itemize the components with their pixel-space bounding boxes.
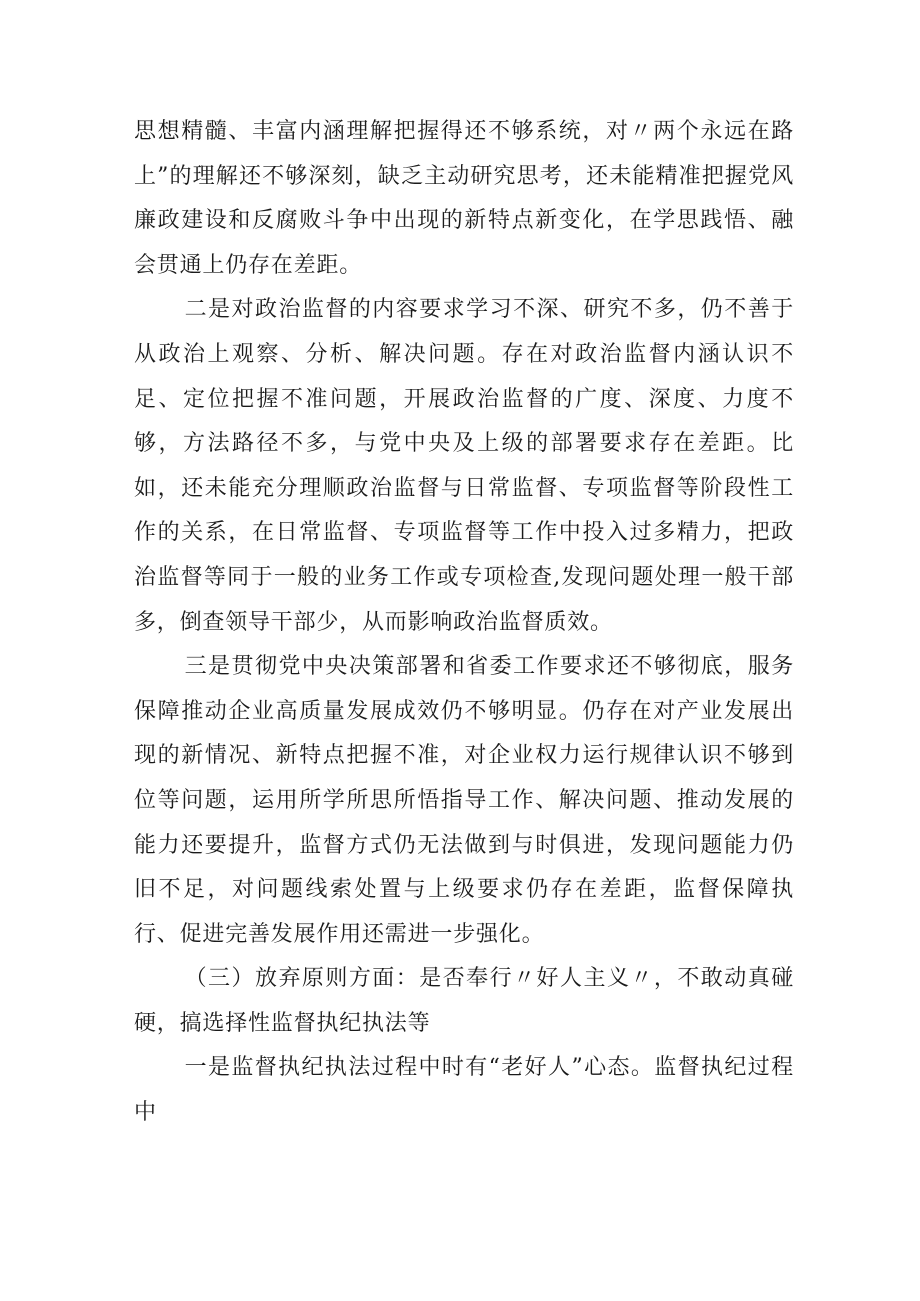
document-body xyxy=(134,110,794,1136)
paragraph-point-one: 一是监督执纪执法过程中时有“老好人”心态。监督执纪过程中 xyxy=(134,1055,794,1126)
paragraph-point-two: 二是对政治监督的内容要求学习不深、研究不多，仍不善于从政治上观察、分析、解决问题。存在对政治监督内涵认识不足、定位把握不准问题，开展政治监督的广度、深度、力度不够，方法路径不多，与党中央及上级的部署要求存在差距。比如，还未能充分理顺政治监督与日常监督、专项监督等阶段性工作的关系，在日常监督、专项监督等工作中投入过多精力，把政治监督等同于一般的业务工作或专项检查,发现问题处理一般干部多，倒查领导干部少，从而影响政治监督质效。 xyxy=(134,297,794,635)
paragraph-continuation: 思想精髓、丰富内涵理解把握得还不够系统，对〃两个永远在路上”的理解还不够深刻，缺乏主动研究思考，还未能精准把握党风廉政建设和反腐败斗争中出现的新特点新变化，在学思践悟、融会贯通上仍存在差距。 xyxy=(134,119,794,278)
section-heading-three: （三）放弃原则方面：是否奉行〃好人主义〃，不敢动真碰硬，搞选择性监督执纪执法等 xyxy=(134,966,794,1036)
paragraph-point-three: 三是贯彻党中央决策部署和省委工作要求还不够彻底，服务保障推动企业高质量发展成效仍不够明显。仍存在对产业发展出现的新情况、新特点把握不准，对企业权力运行规律认识不够到位等问题，运用所学所思所悟指导工作、解决问题、推动发展的能力还要提升，监督方式仍无法做到与时俱进，发现问题能力仍旧不足，对问题线索处置与上级要求仍存在差距，监督保障执行、促进完善发展作用还需进一步强化。 xyxy=(134,654,794,947)
